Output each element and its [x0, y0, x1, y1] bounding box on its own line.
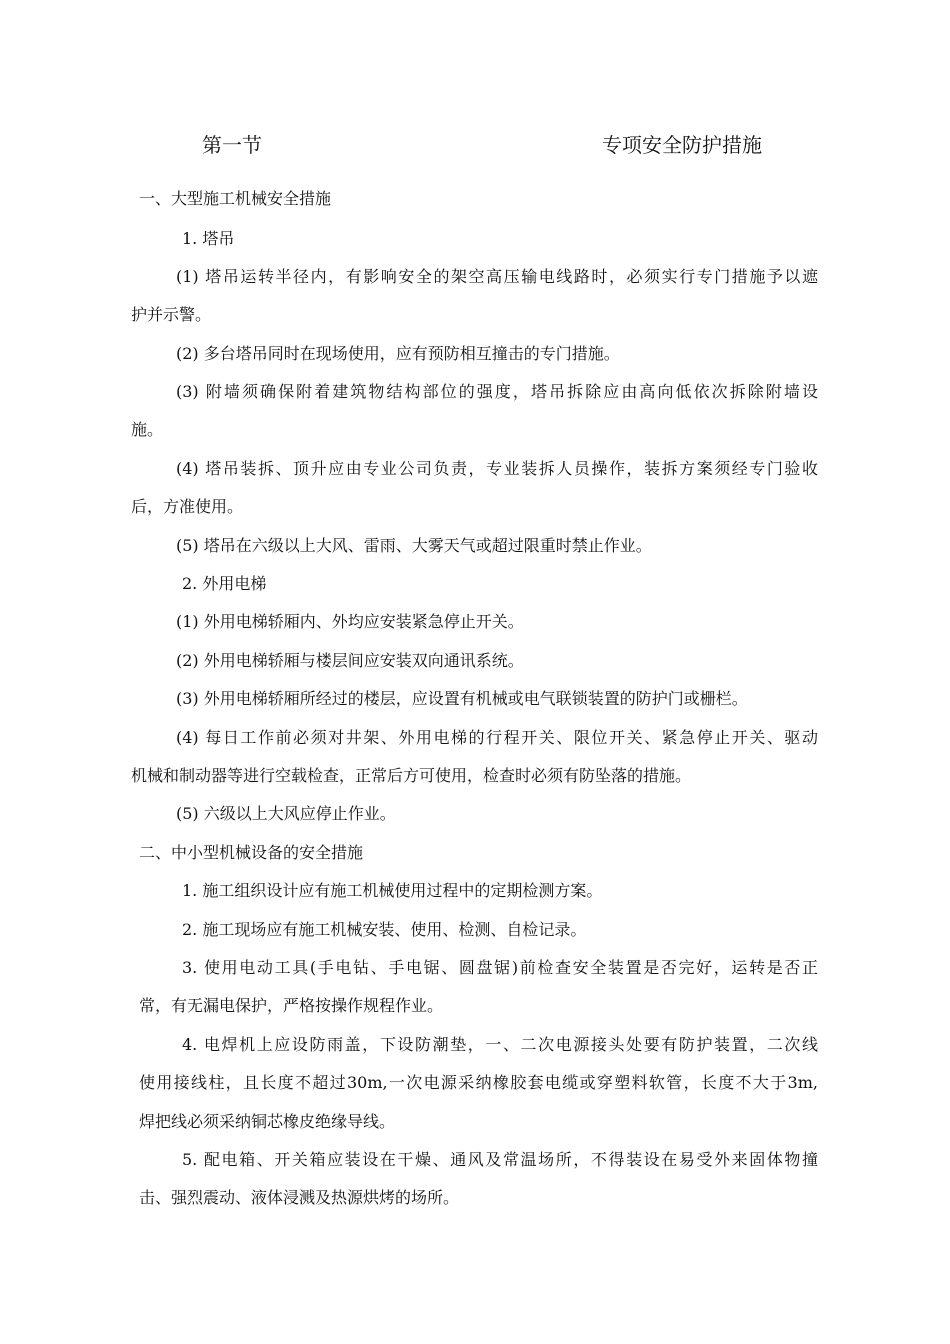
- subheading-external-elevator: 2. 外用电梯: [182, 574, 267, 593]
- paragraph-line: (5) 塔吊在六级以上大风、雷雨、大雾天气或超过限重时禁止作业。: [176, 536, 652, 555]
- paragraph-line: 使用接线柱，且长度不超过30m,一次电源采纳橡胶套电缆或穿塑料软管，长度不大于3m,: [139, 1073, 818, 1092]
- paragraph-line: 常，有无漏电保护，严格按操作规程作业。: [139, 996, 444, 1015]
- paragraph-line: (3) 外用电梯轿厢所经过的楼层，应设置有机械或电气联锁装置的防护门或栅栏。: [176, 689, 748, 708]
- paragraph-line: (2) 多台塔吊同时在现场使用，应有预防相互撞击的专门措施。: [176, 344, 620, 363]
- paragraph-line: 2. 施工现场应有施工机械安装、使用、检测、自检记录。: [182, 920, 587, 939]
- paragraph-line: (1) 塔吊运转半径内，有影响安全的架空高压输电线路时，必须实行专门措施予以遮: [176, 267, 818, 286]
- paragraph-line: (4) 每日工作前必须对井架、外用电梯的行程开关、限位开关、紧急停止开关、驱动: [176, 728, 818, 747]
- paragraph-line: (2) 外用电梯轿厢与楼层间应安装双向通讯系统。: [176, 651, 524, 670]
- paragraph-line: 3. 使用电动工具(手电钻、手电锯、圆盘锯)前检查安全装置是否完好，运转是否正: [182, 958, 818, 977]
- section-title: 专项安全防护措施: [602, 133, 762, 157]
- heading-small-machinery: 二、中小型机械设备的安全措施: [139, 843, 364, 862]
- paragraph-line: (4) 塔吊装拆、顶升应由专业公司负责，专业装拆人员操作，装拆方案须经专门验收: [176, 459, 818, 478]
- paragraph-line: 机械和制动器等进行空载检查，正常后方可使用，检查时必须有防坠落的措施。: [131, 766, 692, 785]
- heading-large-machinery: 一、大型施工机械安全措施: [139, 189, 332, 208]
- paragraph-line: 5. 配电箱、开关箱应装设在干燥、通风及常温场所，不得装设在易受外来固体物撞: [182, 1150, 818, 1169]
- paragraph-line: 施。: [131, 420, 164, 439]
- section-number: 第一节: [202, 133, 262, 157]
- paragraph-line: 击、强烈震动、液体浸溅及热源烘烤的场所。: [139, 1188, 460, 1207]
- paragraph-line: 1. 施工组织设计应有施工机械使用过程中的定期检测方案。: [182, 881, 603, 900]
- paragraph-line: (1) 外用电梯轿厢内、外均应安装紧急停止开关。: [176, 612, 524, 631]
- paragraph-line: (5) 六级以上大风应停止作业。: [176, 804, 396, 823]
- paragraph-line: 护并示警。: [131, 305, 212, 324]
- paragraph-line: 焊把线必须采纳铜芯橡皮绝缘导线。: [139, 1112, 396, 1131]
- paragraph-line: 后，方准使用。: [131, 497, 244, 516]
- subheading-tower-crane: 1. 塔吊: [182, 229, 235, 248]
- paragraph-line: 4. 电焊机上应设防雨盖，下设防潮垫，一、二次电源接头处要有防护装置，二次线: [182, 1035, 818, 1054]
- paragraph-line: (3) 附墙须确保附着建筑物结构部位的强度，塔吊拆除应由高向低依次拆除附墙设: [176, 382, 818, 401]
